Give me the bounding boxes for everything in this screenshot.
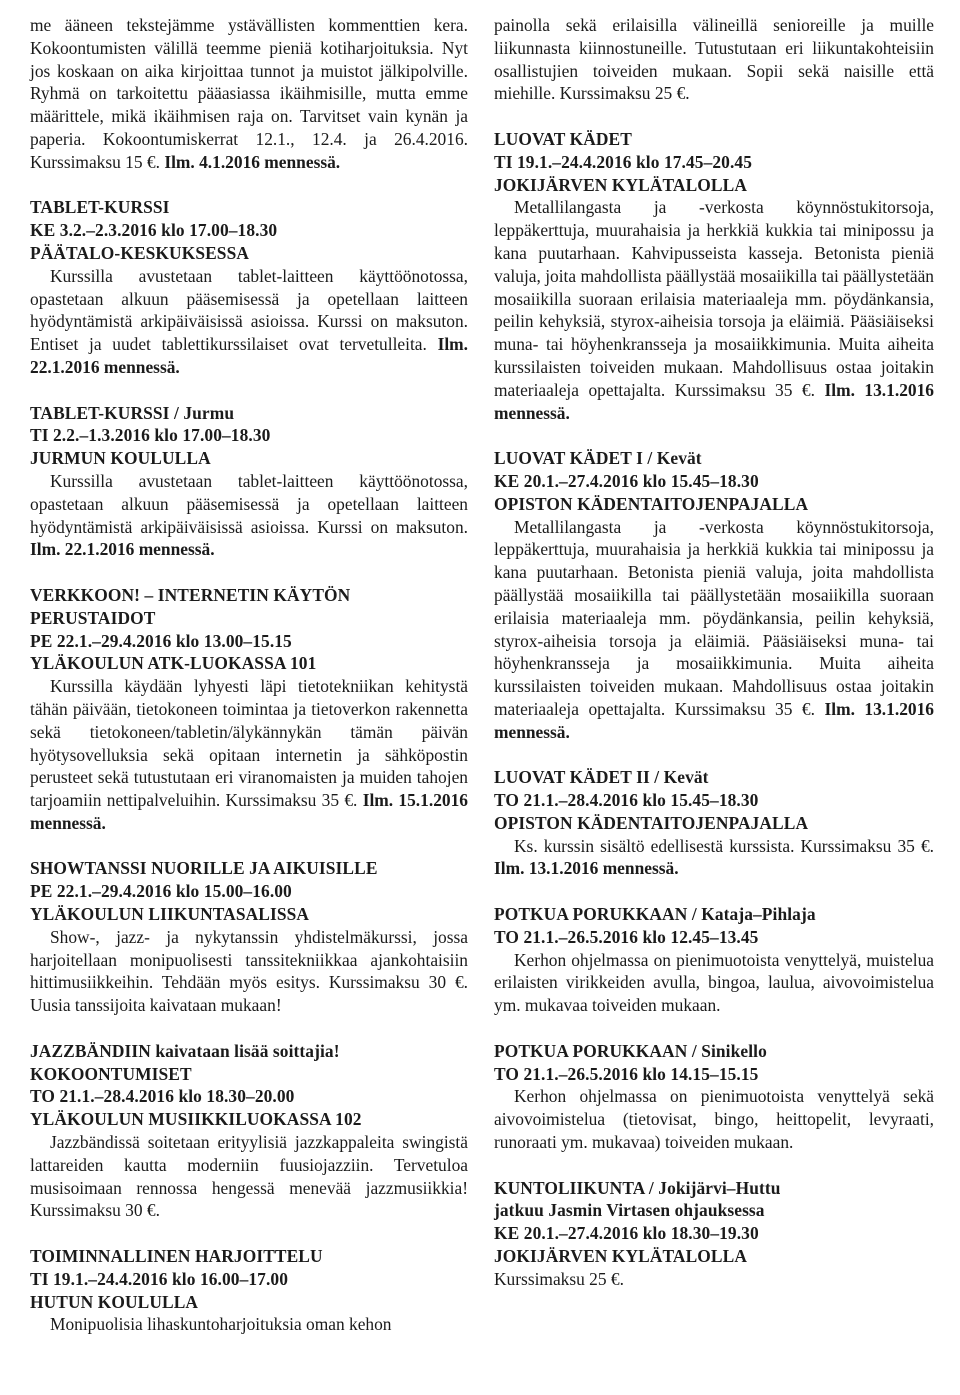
- course-location: YLÄKOULUN ATK-LUOKASSA 101: [30, 653, 317, 674]
- course-registration: Ilm. 13.1.2016 mennessä.: [494, 858, 679, 879]
- left-intro: [30, 14, 468, 174]
- course-location: PÄÄTALO-KESKUKSESSA: [30, 242, 250, 263]
- course-section: [494, 1040, 934, 1154]
- spacer: [30, 835, 468, 858]
- course-location: HUTUN KOULULLA: [30, 1291, 199, 1312]
- course-registration: Ilm. 13.1.2016 mennessä.: [494, 379, 934, 423]
- course-schedule: TO 21.1.–26.5.2016 klo 14.15–15.15: [494, 1063, 759, 1084]
- course-schedule: TI 19.1.–24.4.2016 klo 17.45–20.45: [494, 151, 753, 172]
- course-title: KUNTOLIIKUNTA / Jokijärvi–Huttu: [494, 1177, 781, 1198]
- course-title: TABLET-KURSSI / Jurmu: [30, 402, 235, 423]
- course-title: POTKUA PORUKKAAN / Sinikello: [494, 1040, 767, 1061]
- spacer: [30, 379, 468, 402]
- course-section: [494, 766, 934, 880]
- spacer: [30, 1017, 468, 1040]
- course-fee: Kurssimaksu 25 €.: [494, 1268, 624, 1289]
- course-section: [30, 402, 468, 562]
- course-title: TOIMINNALLINEN HARJOITTELU: [30, 1246, 323, 1267]
- course-schedule: TO 21.1.–28.4.2016 klo 15.45–18.30: [494, 790, 759, 811]
- course-title: TABLET-KURSSI: [30, 197, 170, 218]
- left-intro-text: me ääneen tekstejämme ystävällisten kommenttien kera. Kokoontumisten välillä teemme pieniä kotiharjoituksia. Nyt jos koskaan on aika kirjoittaa tunnot ja muistot jälkipolville. Ryhmä on tarkoitettu pääasiassa ikäihmisille, mutta emme määrittele, mikä ikäihmisen raja on. Tarvitset vain kynän ja paperia. Kokoontumiskerrat 12.1., 12.4. ja 26.4.2016. Kurssimaksu 15 €.: [30, 15, 468, 172]
- course-location: JOKIJÄRVEN KYLÄTALOLLA: [494, 1246, 747, 1267]
- course-location: JOKIJÄRVEN KYLÄTALOLLA: [494, 174, 747, 195]
- course-title: LUOVAT KÄDET: [494, 128, 632, 149]
- course-description-text: Ks. kurssin sisältö edellisestä kurssista. Kurssimaksu 35 €.: [514, 835, 934, 856]
- course-description: Show-, jazz- ja nykytanssin yhdistelmäkurssi, jossa harjoitellaan monipuolisesti tanssitekniikkaa ajankohtaisiin hittimusiikkeihin. Tehdään myös esitys. Kurssimaksu 30 €. Uusia tanssijoita kaivataan mukaan!: [30, 926, 468, 1016]
- course-registration: Ilm. 13.1.2016 mennessä.: [494, 698, 934, 742]
- course-section: [494, 447, 934, 743]
- course-section: [30, 857, 468, 1017]
- course-description-text: Metallilangasta ja -verkosta köynnöstukitorsoja, leppäkerttuja, muurahaisia ja herkkiä kukkia tai minipossu ja kana puutarhaan. Kahvipusseista kasseja. Betonista pieniä valuja, joita mahdollista päällystää mosaiikilla tai päällystetään mosaiikilla suoraan erilaisia materiaaleja mm. pöydänkansia, peilin kehyksiä, styrox-aiheisia torsoja ja eläimiä. Pääsiäiseksi muna- tai höyhenkransseja ja mosaiikkimunia. Muita aiheita kurssilaisten toiveiden mukaan. Mahdollisuus ostaa joitakin materiaaleja opettajalta. Kurssimaksu 35 €.: [494, 197, 934, 400]
- course-description: [30, 265, 468, 379]
- course-section: [30, 1245, 468, 1336]
- course-schedule: PE 22.1.–29.4.2016 klo 13.00–15.15: [30, 630, 292, 651]
- course-description: Kerhon ohjelmassa on pienimuotoista venyttelyä, muistelua erilaisten virikkeiden avulla, bingoa, laulua, aivovoimistelua ym. mukavaa toiveiden mukaan.: [494, 949, 934, 1016]
- right-column: [494, 14, 934, 1395]
- course-schedule: TO 21.1.–28.4.2016 klo 18.30–20.00: [30, 1086, 295, 1107]
- course-section: [30, 584, 468, 835]
- course-title: LUOVAT KÄDET II / Kevät: [494, 767, 709, 788]
- course-description: [494, 196, 934, 424]
- course-section: [30, 196, 468, 378]
- course-title: POTKUA PORUKKAAN / Kataja–Pihlaja: [494, 904, 816, 925]
- course-schedule: KE 20.1.–27.4.2016 klo 15.45–18.30: [494, 470, 759, 491]
- course-schedule: TI 19.1.–24.4.2016 klo 16.00–17.00: [30, 1268, 289, 1289]
- course-location: YLÄKOULUN LIIKUNTASALISSA: [30, 904, 310, 925]
- course-description: [30, 675, 468, 835]
- course-description-text: Kurssilla avustetaan tablet-laitteen käyttöönotossa, opastetaan alkuun pääsemisessä ja opetellaan laitteen hyödyntämistä arkipäiväisissä asioissa. Kurssi on maksuton. Entiset ja uudet tablettikurssilaiset ovat tervetulleita.: [30, 265, 468, 355]
- course-description: [494, 516, 934, 744]
- course-schedule: PE 22.1.–29.4.2016 klo 15.00–16.00: [30, 881, 292, 902]
- course-location: OPISTON KÄDENTAITOJENPAJALLA: [494, 493, 809, 514]
- course-title: JAZZBÄNDIIN kaivataan lisää soittajia!: [30, 1040, 340, 1061]
- spacer: [494, 424, 934, 447]
- right-intro: painolla sekä erilaisilla välineillä senioreille ja muille liikunnasta kiinnostuneille. Tutustutaan eri liikuntakohteisiin osallistujien toiveiden mukaan. Sopii sekä naisille että miehille. Kurssimaksu 25 €.: [494, 15, 934, 104]
- course-description-text: Metallilangasta ja -verkosta köynnöstukitorsoja, leppäkerttuja, muurahaisia ja herkkiä kukkia tai minipossu ja kana puutarhaan. Betonista pieniä valuja, joita mahdollista päällystää mosaiikilla tai päällystetään mosaiikilla suoraan erilaisia materiaaleja mm. pöydänkansia, peilin kehyksiä, styrox-aiheisia torsoja ja eläimiä. Pääsiäiseksi muna- tai höyhenkransseja ja mosaiikkimunia. Muita aiheita kurssilaisten toiveiden mukaan. Mahdollisuus ostaa joitakin materiaaleja opettajalta. Kurssimaksu 35 €.: [494, 516, 934, 719]
- spacer: [494, 1154, 934, 1177]
- course-description-text: Kurssilla avustetaan tablet-laitteen käyttöönotossa, opastetaan alkuun pääsemisessä ja opetellaan laitteen hyödyntämistä arkipäiväisissä asioissa. Kurssi on maksuton.: [30, 470, 468, 537]
- course-registration: Ilm. 22.1.2016 mennessä.: [30, 334, 468, 377]
- course-title: SHOWTANSSI NUORILLE JA AIKUISILLE: [30, 858, 378, 879]
- spacer: [494, 105, 934, 128]
- course-section: [494, 903, 934, 1017]
- course-description: [494, 835, 934, 881]
- course-description: [30, 470, 468, 561]
- spacer: [494, 744, 934, 767]
- course-location: JURMUN KOULULLA: [30, 448, 211, 469]
- course-location: YLÄKOULUN MUSIIKKILUOKASSA 102: [30, 1109, 362, 1130]
- course-title: VERKKOON! – INTERNETIN KÄYTÖN PERUSTAIDOT: [30, 584, 351, 628]
- course-section: [30, 1040, 468, 1222]
- spacer: [30, 561, 468, 584]
- course-registration: Ilm. 22.1.2016 mennessä.: [30, 539, 215, 560]
- spacer: [30, 1222, 468, 1245]
- course-registration: Ilm. 15.1.2016 mennessä.: [30, 790, 468, 833]
- course-instructor: jatkuu Jasmin Virtasen ohjauksessa: [494, 1200, 765, 1221]
- course-description-text: Kurssilla käydään lyhyesti läpi tietotekniikan kehitystä tähän päivään, tietokoneen toimintaa ja tietoverkon rakennetta sekä tietokoneen/tabletin/älykännykän tämän päivän hyötysovelluksia sekä opitaan internetin ja sähköpostin perusteet sekä tutustutaan eri viranomaisten ja muiden tahojen tarjoamiin nettipalveluihin. Kurssimaksu 35 €.: [30, 676, 468, 811]
- course-schedule: TO 21.1.–26.5.2016 klo 12.45–13.45: [494, 926, 759, 947]
- course-location: OPISTON KÄDENTAITOJENPAJALLA: [494, 812, 809, 833]
- left-intro-registration: Ilm. 4.1.2016 mennessä.: [164, 151, 341, 172]
- course-section: [494, 128, 934, 424]
- course-section: [494, 1177, 934, 1291]
- course-description: Monipuolisia lihaskuntoharjoituksia oman kehon: [50, 1314, 392, 1335]
- course-description: Jazzbändissä soitetaan erityylisiä jazzkappaleita swingistä lattareiden kautta moderniin fuusiojazziin. Tervetuloa musisoimaan rennossa hengessä menevää jazzmusiikkia! Kurssimaksu 30 €.: [30, 1132, 468, 1221]
- spacer: [494, 880, 934, 903]
- course-schedule: TI 2.2.–1.3.2016 klo 17.00–18.30: [30, 425, 271, 446]
- course-schedule: KE 3.2.–2.3.2016 klo 17.00–18.30: [30, 220, 278, 241]
- course-schedule: KE 20.1.–27.4.2016 klo 18.30–19.30: [494, 1223, 759, 1244]
- course-description: Kerhon ohjelmassa on pienimuotoista venyttelyä sekä aivovoimistelua (tietovisat, bingo, heittopelit, levyraati, runoraati ym. mukavaa) toiveiden mukaan.: [494, 1086, 934, 1153]
- course-subtitle: KOKOONTUMISET: [30, 1063, 192, 1084]
- course-title: LUOVAT KÄDET I / Kevät: [494, 448, 702, 469]
- spacer: [494, 1017, 934, 1040]
- left-column: [30, 14, 468, 1395]
- spacer: [30, 174, 468, 197]
